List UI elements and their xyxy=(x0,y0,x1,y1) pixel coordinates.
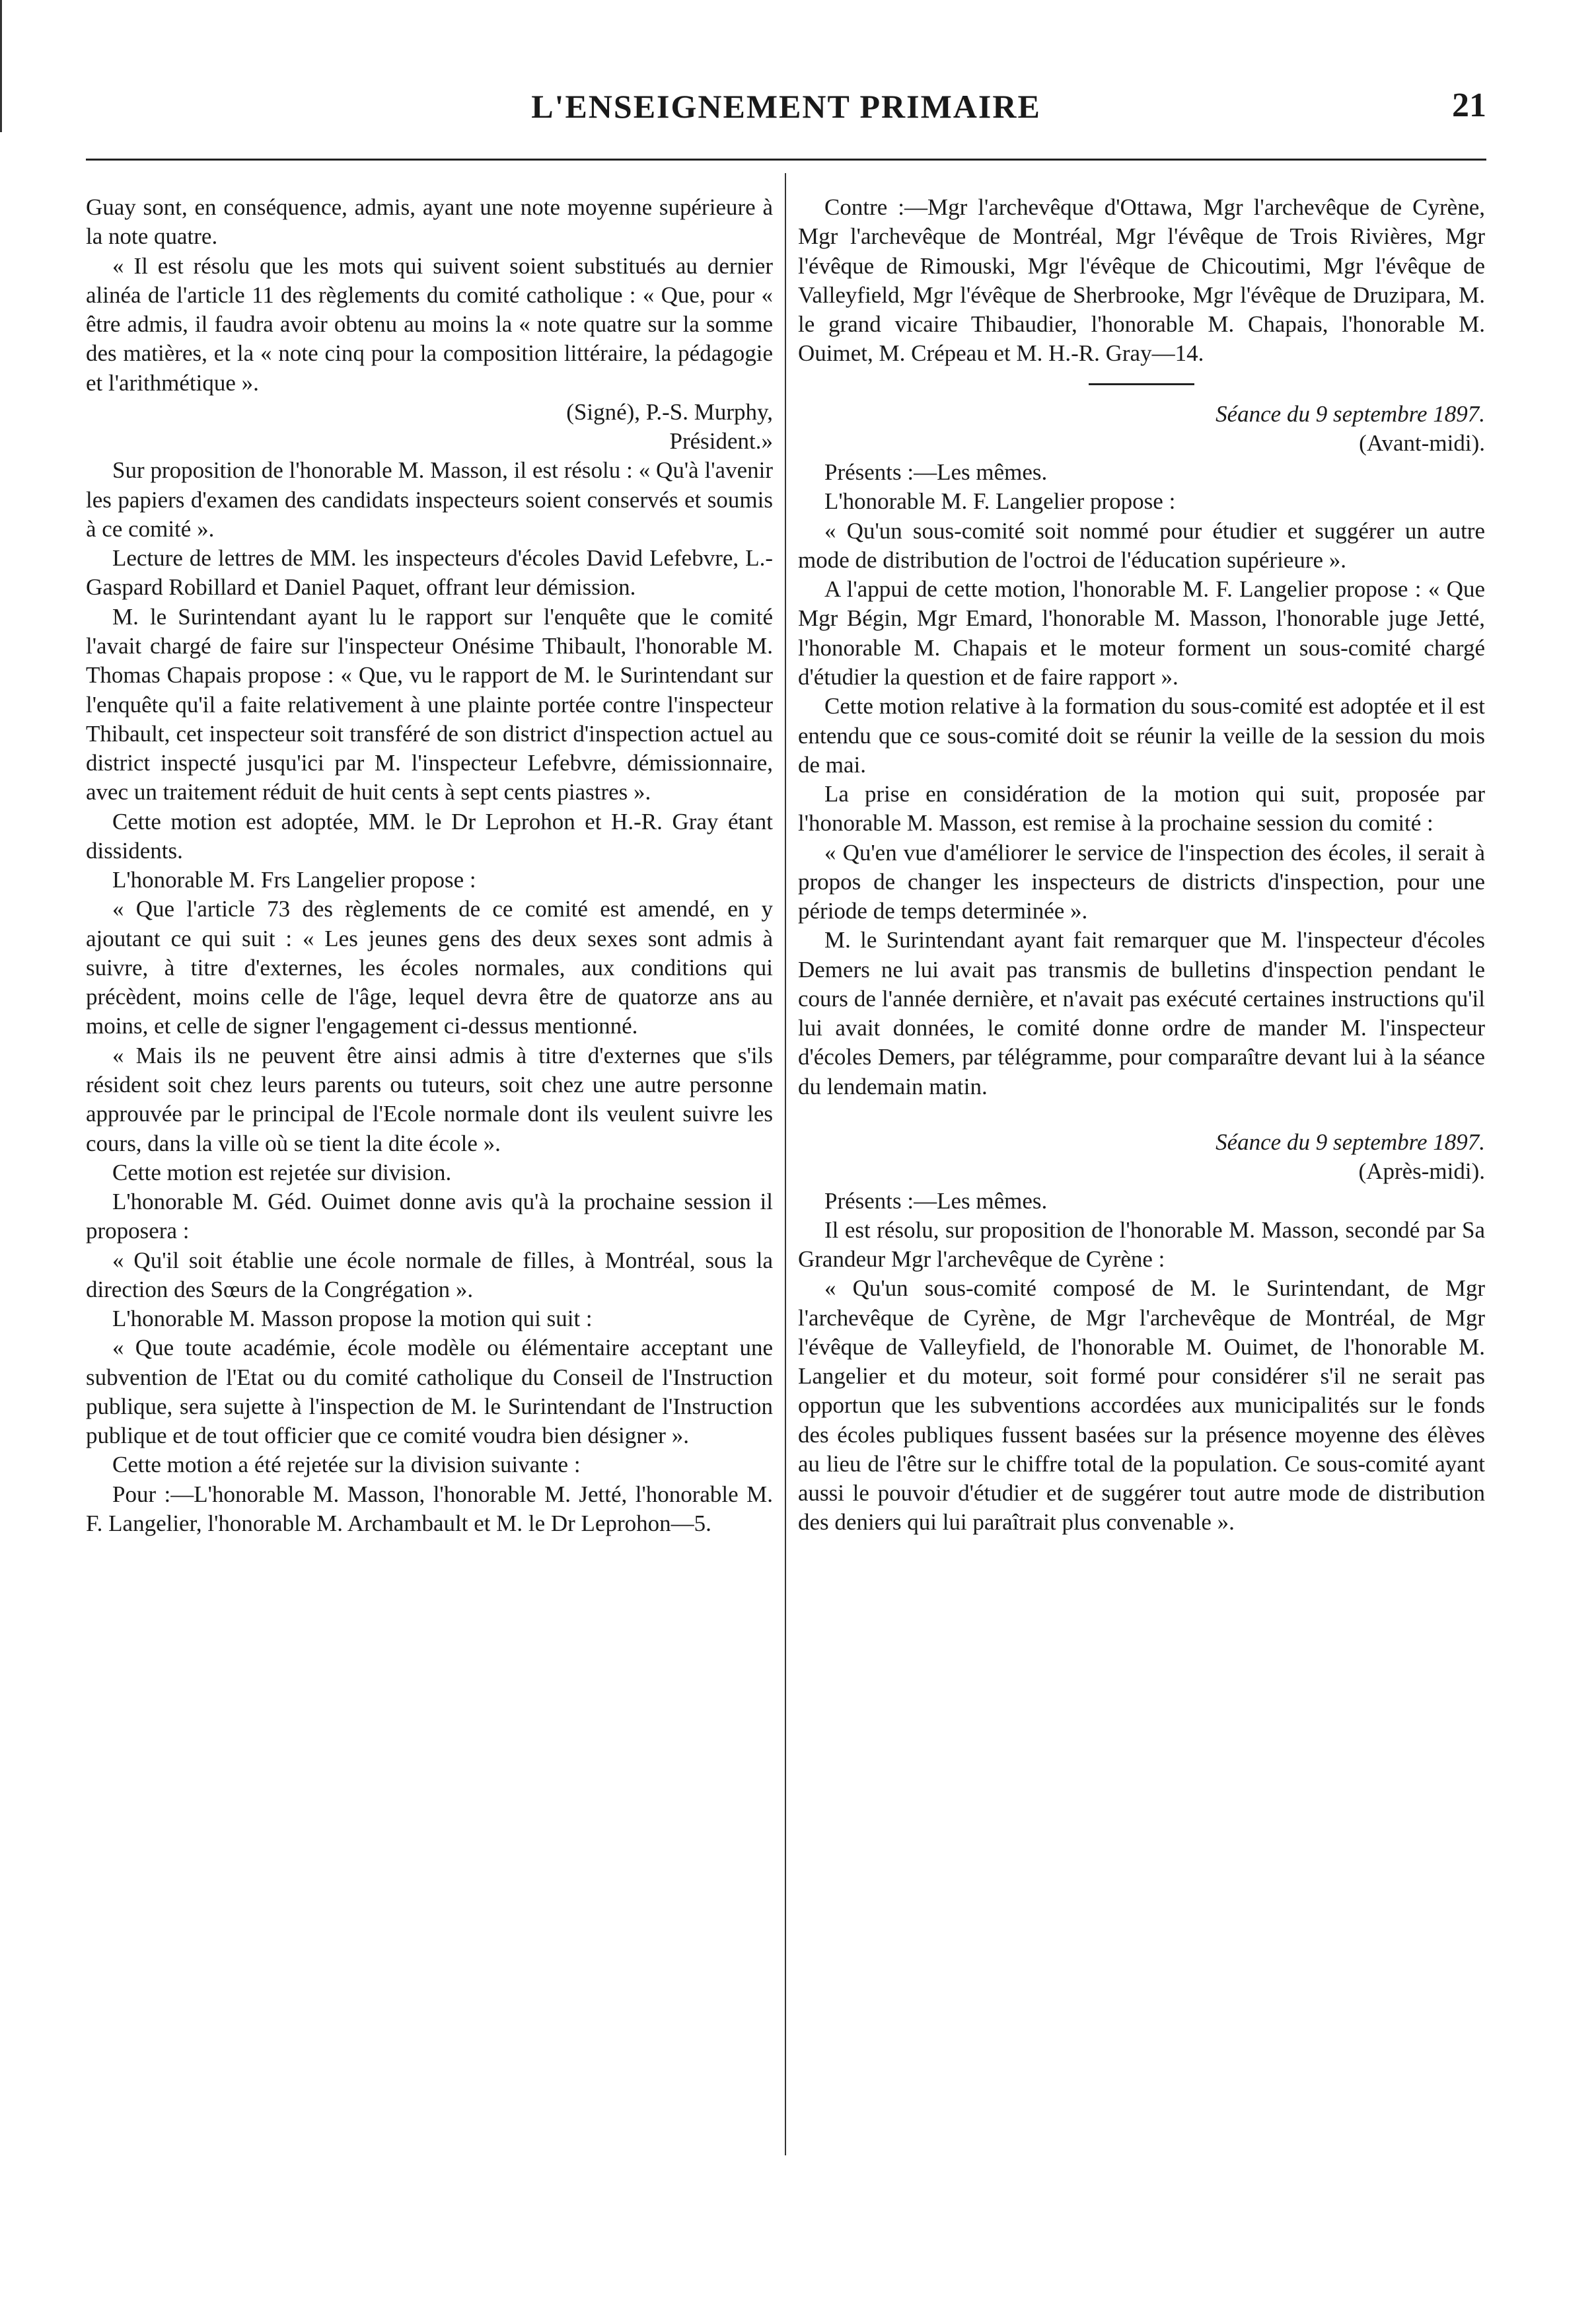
right-column xyxy=(798,193,1485,1538)
section-rule xyxy=(1089,383,1194,385)
paragraph: « Que l'article 73 des règlements de ce comité est amendé, en y ajoutant ce qui suit : « Les jeunes gens des deux sexes sont admis à suivre, à titre d'externes, les écoles normales, aux conditions qui précèdent, moins celle de l'âge, lequel devra être de quatorze ans au moins, et celle de signer l'engagement ci-dessus mentionné. xyxy=(86,896,773,1039)
paragraph: Présents :—Les mêmes. xyxy=(824,459,1048,486)
header-rule xyxy=(86,159,1486,161)
page-number: 21 xyxy=(1452,87,1486,124)
column-divider xyxy=(785,173,786,2155)
paragraph: « Mais ils ne peuvent être ainsi admis à titre d'externes que s'ils résident soit chez leurs parents ou tuteurs, soit chez une autre personne approuvée par le principal de l'Ecole normale dont ils veulent suivre les cours, dans la ville où se tient la dite école ». xyxy=(86,1042,773,1156)
paragraph: A l'appui de cette motion, l'honorable M. F. Langelier propose : « Que Mgr Bégin, Mgr Emard, l'honorable M. Masson, l'honorable juge Jetté, l'honorable M. Chapais et le moteur forment un sous-comité chargé d'étudier la question et de faire rapport ». xyxy=(798,576,1485,690)
paragraph: Lecture de lettres de MM. les inspecteurs d'écoles David Lefebvre, L.-Gaspard Robillard et Daniel Paquet, offrant leur démission. xyxy=(86,545,773,601)
left-column xyxy=(86,193,773,1538)
paragraph: L'honorable M. Frs Langelier propose : xyxy=(112,867,476,893)
paragraph: « Qu'un sous-comité composé de M. le Surintendant, de Mgr l'archevêque de Cyrène, de Mgr l'archevêque de Montréal, de Mgr l'évêque de Valleyfield, de l'honorable M. Ouimet, de l'honorable M. Langelier et du moteur, soit formé pour considérer s'il ne serait pas opportun que les subventions accordées aux municipalités sur le fonds des écoles publiques fussent basées sur la présence moyenne des élèves au lieu de l'être sur le chiffre total de la population. Ce sous-comité ayant aussi le pouvoir d'étudier et de suggérer tout autre mode de distribution des deniers qui lui paraîtrait plus convenable ». xyxy=(798,1275,1485,1536)
paragraph: Présents :—Les mêmes. xyxy=(824,1187,1048,1214)
paragraph: Pour :—L'honorable M. Masson, l'honorable M. Jetté, l'honorable M. F. Langelier, l'honorable M. Archambault et M. le Dr Leprohon—5. xyxy=(86,1481,773,1536)
paragraph: L'honorable M. Géd. Ouimet donne avis qu'à la prochaine session il proposera : xyxy=(86,1189,773,1244)
scan-edge-mark xyxy=(0,0,2,132)
paragraph: La prise en considération de la motion qui suit, proposée par l'honorable M. Masson, est remise à la prochaine session du comité : xyxy=(798,781,1485,837)
paragraph: Contre :—Mgr l'archevêque d'Ottawa, Mgr l'archevêque de Cyrène, Mgr l'archevêque de Montréal, Mgr l'évêque de Trois Rivières, Mgr l'évêque de Rimouski, Mgr l'évêque de Chicoutimi, Mgr l'évêque de Valleyfield, Mgr l'évêque de Sherbrooke, Mgr l'évêque de Druzipara, M. le grand vicaire Thibaudier, l'honorable M. Chapais, l'honorable M. Ouimet, M. Crépeau et M. H.-R. Gray—14. xyxy=(798,194,1485,367)
paragraph: Président.» xyxy=(669,428,773,455)
session-heading: Séance du 9 septembre 1897. xyxy=(1215,400,1485,427)
paragraph: L'honorable M. Masson propose la motion qui suit : xyxy=(112,1306,593,1332)
paragraph: Il est résolu, sur proposition de l'honorable M. Masson, secondé par Sa Grandeur Mgr l'archevêque de Cyrène : xyxy=(798,1216,1485,1273)
paragraph: (Signé), P.-S. Murphy, xyxy=(566,398,773,425)
paragraph: Cette motion relative à la formation du sous-comité est adoptée et il est entendu que ce sous-comité doit se réunir la veille de la session du mois de mai. xyxy=(798,693,1485,778)
paragraph: Cette motion est adoptée, MM. le Dr Leprohon et H.-R. Gray étant dissidents. xyxy=(86,808,773,864)
paragraph: « Qu'un sous-comité soit nommé pour étudier et suggérer un autre mode de distribution de l'octroi de l'éducation supérieure ». xyxy=(798,517,1485,573)
paragraph: Cette motion est rejetée sur division. xyxy=(112,1159,452,1185)
paragraph: Sur proposition de l'honorable M. Masson, il est résolu : « Qu'à l'avenir les papiers d'examen des candidats inspecteurs soient conservés et soumis à ce comité ». xyxy=(86,457,773,542)
paragraph: (Avant-midi). xyxy=(1359,429,1485,456)
paragraph: L'honorable M. F. Langelier propose : xyxy=(824,488,1176,515)
paragraph: « Qu'en vue d'améliorer le service de l'inspection des écoles, il serait à propos de changer les inspecteurs de districts d'inspection, pour une période de temps determinée ». xyxy=(798,839,1485,924)
paragraph: M. le Surintendant ayant fait remarquer que M. l'inspecteur d'écoles Demers ne lui avait pas transmis de bulletins d'inspection pendant le cours de l'année dernière, et n'avait pas exécuté certaines instructions qu'il lui avait données, le comité donne ordre de mander M. l'inspecteur d'écoles Demers, par télégramme, pour comparaître devant lui à la séance du lendemain matin. xyxy=(798,927,1485,1099)
running-header xyxy=(86,79,1486,139)
paragraph: (Après-midi). xyxy=(1358,1158,1485,1185)
running-title: L'ENSEIGNEMENT PRIMAIRE xyxy=(531,88,1041,125)
section-spacer xyxy=(798,1101,1485,1128)
paragraph: Guay sont, en conséquence, admis, ayant une note moyenne supérieure à la note quatre. xyxy=(86,194,773,250)
session-heading: Séance du 9 septembre 1897. xyxy=(1215,1129,1485,1155)
paragraph: Cette motion a été rejetée sur la division suivante : xyxy=(112,1452,581,1478)
paragraph: M. le Surintendant ayant lu le rapport sur l'enquête que le comité l'avait chargé de faire sur l'inspecteur Onésime Thibault, l'honorable M. Thomas Chapais propose : « Que, vu le rapport de M. le Surintendant sur l'enquête qu'il a faite relativement à une plainte portée contre l'inspecteur Thibault, cet inspecteur soit transféré de son district d'inspection actuel au district inspecté jusqu'ici par M. l'inspecteur Lefebvre, démissionnaire, avec un traitement réduit de huit cents à sept cents piastres ». xyxy=(86,603,773,805)
paragraph: « Qu'il soit établie une école normale de filles, à Montréal, sous la direction des Sœurs de la Congrégation ». xyxy=(86,1247,773,1302)
paragraph: « Que toute académie, école modèle ou élémentaire acceptant une subvention de l'Etat ou du comité catholique du Conseil de l'Instruction publique, sera sujette à l'inspection de M. le Surintendant de l'Instruction publique et de tout officier que ce comité voudra bien désigner ». xyxy=(86,1335,773,1449)
paragraph: « Il est résolu que les mots qui suivent soient substitués au dernier alinéa de l'article 11 des règlements du comité catholique : « Que, pour « être admis, il faudra avoir obtenu au moins la « note quatre sur la somme des matières, et la « note cinq pour la composition littéraire, la pédagogie et l'arithmétique ». xyxy=(86,252,773,396)
